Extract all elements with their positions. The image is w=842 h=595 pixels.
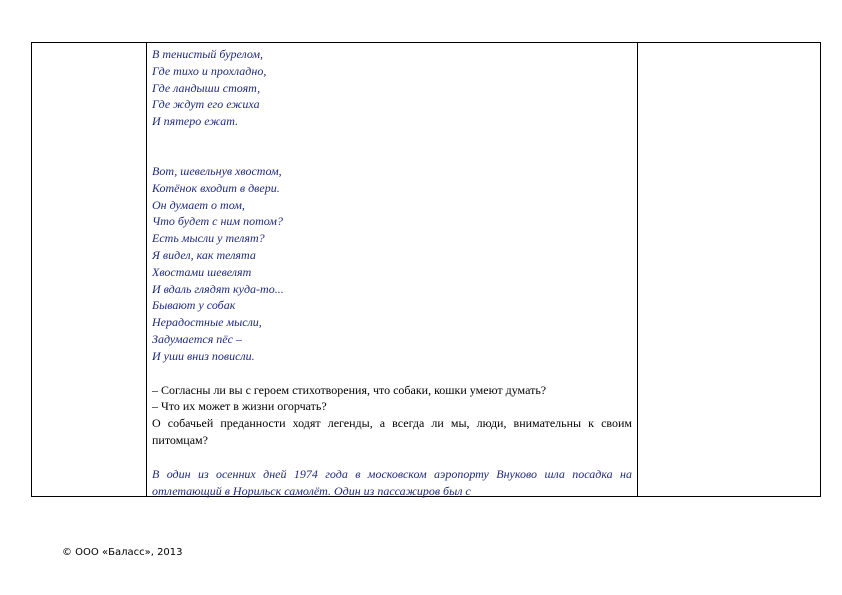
poem-line: В тенистый бурелом, (152, 47, 264, 61)
question-1: – Согласны ли вы с героем стихотворения, что собаки, кошки умеют думать? (152, 382, 547, 397)
poem-line: Хвостами шевелят (152, 264, 252, 279)
poem-line: Где ждут его ежиха (152, 97, 260, 112)
copyright-footer: © ООО «Баласс», 2013 (62, 547, 183, 558)
column-divider-left (146, 43, 147, 496)
poem-line: Есть мысли у телят? (152, 231, 265, 246)
poem-line: Он думает о том, (152, 197, 245, 212)
poem-line: И уши вниз повисли. (152, 348, 255, 363)
column-divider-right (637, 43, 638, 496)
poem-line: Нерадостные мысли, (152, 315, 262, 330)
poem-stanza-1 (152, 46, 632, 130)
poem-line: Котёнок входит в двери. (152, 180, 280, 195)
story-paragraph: В один из осенних дней 1974 года в московском аэропорту Внуково шла посадка на отлетающий в Норильск самолёт. Один из пассажиров был с (152, 466, 632, 498)
poem-line: Я видел, как телята (152, 247, 256, 262)
main-content-cell (152, 46, 632, 499)
poem-line: Где ландыши стоят, (152, 80, 261, 95)
poem-line: Вот, шевельнув хвостом, (152, 163, 282, 178)
lesson-table (31, 42, 821, 497)
poem-line: Что будет с ним потом? (152, 214, 283, 229)
poem-line: Задумается пёс – (152, 331, 242, 346)
poem-line: Бывают у собак (152, 298, 236, 313)
questions-block (152, 382, 632, 449)
question-3: О собачьей преданности ходят легенды, а всегда ли мы, люди, внимательны к своим питомцам? (152, 416, 632, 447)
poem-stanza-2 (152, 163, 632, 365)
poem-line: Где тихо и прохладно, (152, 63, 267, 78)
poem-line: И вдаль глядят куда-то... (152, 281, 284, 296)
question-2: – Что их может в жизни огорчать? (152, 399, 327, 414)
poem-line: И пятеро ежат. (152, 114, 239, 129)
